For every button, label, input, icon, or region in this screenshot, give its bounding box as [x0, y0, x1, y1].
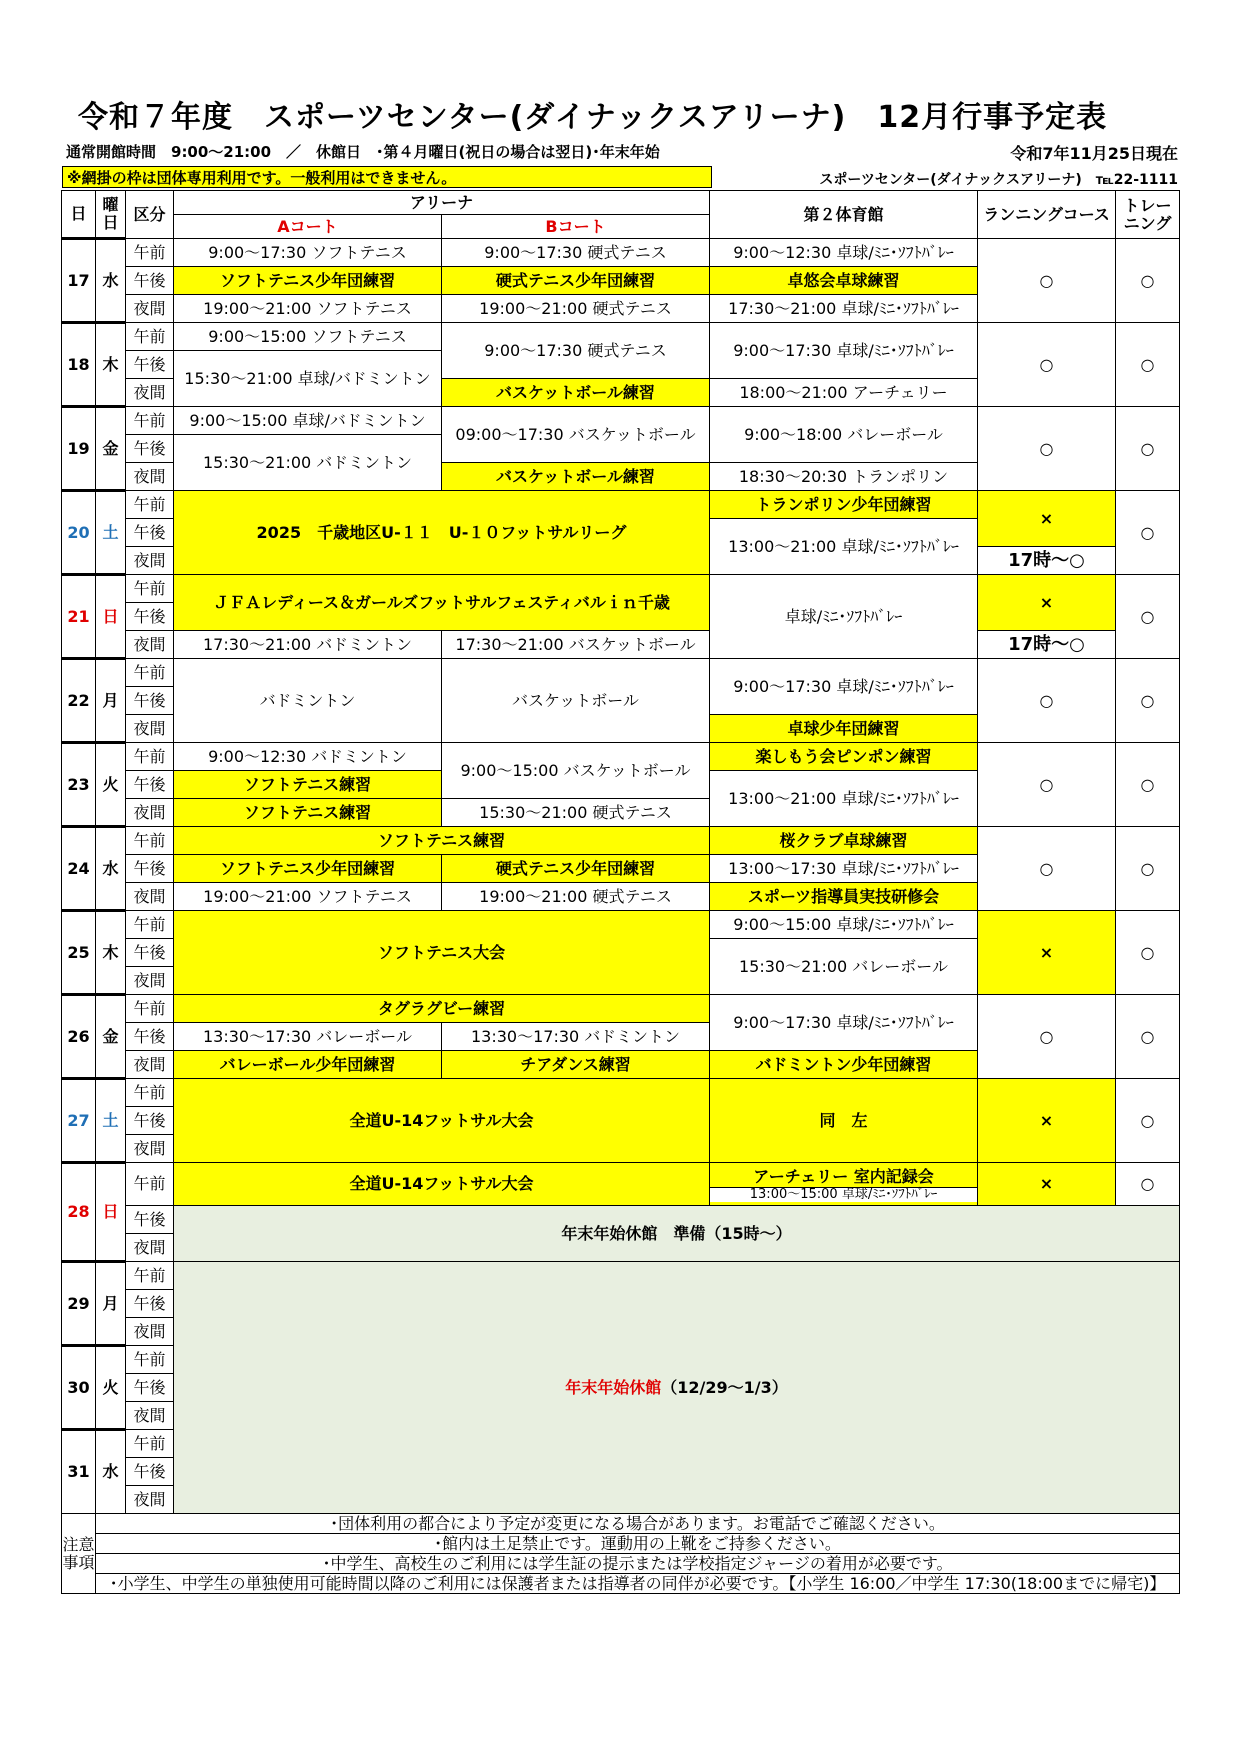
- header-running: ランニングコース: [978, 191, 1116, 239]
- slot-night: 夜間: [126, 1051, 174, 1079]
- slot-night: 夜間: [126, 1234, 174, 1262]
- slot-am: 午前: [126, 827, 174, 855]
- weekday: 土: [96, 491, 126, 575]
- gym2-cell: トランポリン少年団練習: [710, 491, 978, 519]
- year-end-closure: [174, 1262, 1180, 1514]
- day-number: 25: [62, 911, 96, 995]
- slot-pm: 午後: [126, 1107, 174, 1135]
- a-court-cell: 9:00～15:00 卓球/バドミントン: [174, 407, 442, 435]
- running-mark: ○: [978, 323, 1116, 407]
- gym2-cell: 18:30～20:30 トランポリン: [710, 463, 978, 491]
- training-mark: ○: [1116, 239, 1180, 323]
- slot-pm: 午後: [126, 1458, 174, 1486]
- gym2-cell: 9:00～17:30 卓球/ﾐﾆ･ｿﾌﾄﾊﾞﾚｰ: [710, 995, 978, 1051]
- running-mark: ○: [978, 827, 1116, 911]
- slot-pm: 午後: [126, 1374, 174, 1402]
- day-number: 24: [62, 827, 96, 911]
- slot-pm: 午後: [126, 519, 174, 547]
- b-court-cell: 15:30～21:00 硬式テニス: [442, 799, 710, 827]
- a-court-cell: 13:30～17:30 バレーボール: [174, 1023, 442, 1051]
- header-arena: アリーナ: [174, 191, 710, 215]
- b-court-cell: 9:00～17:30 硬式テニス: [442, 239, 710, 267]
- gym2-cell: スポーツ指導員実技研修会: [710, 883, 978, 911]
- arena-cell: 2025 千歳地区U-１１ U-１０フットサルリーグ: [174, 491, 710, 575]
- opening-hours: 通常開館時間 9:00～21:00 ／ 休館日 ･第４月曜日(祝日の場合は翌日)･年末年始: [66, 143, 660, 161]
- slot-pm: 午後: [126, 939, 174, 967]
- b-court-cell: 19:00～21:00 硬式テニス: [442, 883, 710, 911]
- header-gym2: 第２体育館: [710, 191, 978, 239]
- contact-info: スポーツセンター(ダイナックスアリーナ) ℡22-1111: [819, 172, 1178, 188]
- a-court-cell: 15:30～21:00 バドミントン: [174, 435, 442, 491]
- gym2-cell: 13:00～21:00 卓球/ﾐﾆ･ｿﾌﾄﾊﾞﾚｰ: [710, 519, 978, 575]
- b-court-cell: バスケットボール練習: [442, 379, 710, 407]
- slot-night: 夜間: [126, 883, 174, 911]
- slot-am: 午前: [126, 575, 174, 603]
- b-court-cell: チアダンス練習: [442, 1051, 710, 1079]
- slot-pm: 午後: [126, 1023, 174, 1051]
- b-court-cell: 硬式テニス少年団練習: [442, 855, 710, 883]
- day-number: 28: [62, 1163, 96, 1262]
- slot-am: 午前: [126, 995, 174, 1023]
- a-court-cell: ソフトテニス練習: [174, 771, 442, 799]
- a-court-cell: 9:00～15:00 ソフトテニス: [174, 323, 442, 351]
- weekday: 水: [96, 239, 126, 323]
- weekday: 水: [96, 1430, 126, 1514]
- slot-night: 夜間: [126, 715, 174, 743]
- weekday: 月: [96, 1262, 126, 1346]
- notice-banner: ※網掛の枠は団体専用利用です。一般利用はできません。: [62, 166, 712, 188]
- slot-am: 午前: [126, 1163, 174, 1206]
- slot-pm: 午後: [126, 435, 174, 463]
- header-a-court: Aコート: [174, 215, 442, 239]
- a-court-cell: バドミントン: [174, 659, 442, 743]
- day-number: 23: [62, 743, 96, 827]
- slot-am: 午前: [126, 1079, 174, 1107]
- gym2-cell: 9:00～17:30 卓球/ﾐﾆ･ｿﾌﾄﾊﾞﾚｰ: [710, 659, 978, 715]
- schedule-table: [61, 190, 1180, 1594]
- running-mark: ○: [978, 659, 1116, 743]
- slot-pm: 午後: [126, 351, 174, 379]
- header-training: トレーニング: [1116, 191, 1180, 239]
- gym2-cell: 同 左: [710, 1079, 978, 1163]
- weekday: 土: [96, 1079, 126, 1163]
- slot-night: 夜間: [126, 1486, 174, 1514]
- running-mark: ×: [978, 1163, 1116, 1206]
- slot-am: 午前: [126, 407, 174, 435]
- page-title: 令和７年度 スポーツセンター(ダイナックスアリーナ) 12月行事予定表: [78, 100, 1108, 135]
- gym2-cell: 17:30～21:00 卓球/ﾐﾆ･ｿﾌﾄﾊﾞﾚｰ: [710, 295, 978, 323]
- training-mark: ○: [1116, 743, 1180, 827]
- notes-heading: 注意事項: [62, 1514, 96, 1594]
- header-b-court: Bコート: [442, 215, 710, 239]
- gym2-cell: バドミントン少年団練習: [710, 1051, 978, 1079]
- gym2-cell: 桜クラブ卓球練習: [710, 827, 978, 855]
- slot-am: 午前: [126, 743, 174, 771]
- slot-night: 夜間: [126, 1135, 174, 1163]
- training-mark: ○: [1116, 1079, 1180, 1163]
- day-number: 30: [62, 1346, 96, 1430]
- weekday: 火: [96, 1346, 126, 1430]
- running-mark: ○: [978, 407, 1116, 491]
- day-number: 22: [62, 659, 96, 743]
- running-mark: 17時～○: [978, 631, 1116, 659]
- header-weekday: 曜日: [96, 191, 126, 239]
- arena-cell: ＪＦＡレディース＆ガールズフットサルフェスティバルｉｎ千歳: [174, 575, 710, 631]
- day-number: 31: [62, 1430, 96, 1514]
- a-court-cell: 17:30～21:00 バドミントン: [174, 631, 442, 659]
- running-mark: 17時～○: [978, 547, 1116, 575]
- b-court-cell: バスケットボール: [442, 659, 710, 743]
- b-court-cell: 9:00～15:00 バスケットボール: [442, 743, 710, 799]
- arena-cell: 全道U-14フットサル大会: [174, 1163, 710, 1206]
- note-item: ･小学生、中学生の単独使用可能時間以降のご利用には保護者または指導者の同伴が必要です。【小学生 16:00／中学生 17:30(18:00までに帰宅)】: [96, 1574, 1180, 1594]
- gym2-cell: 卓悠会卓球練習: [710, 267, 978, 295]
- slot-night: 夜間: [126, 967, 174, 995]
- gym2-cell: 卓球少年団練習: [710, 715, 978, 743]
- day-number: 20: [62, 491, 96, 575]
- slot-pm: 午後: [126, 771, 174, 799]
- day-number: 17: [62, 239, 96, 323]
- a-court-cell: ソフトテニス少年団練習: [174, 855, 442, 883]
- slot-pm: 午後: [126, 1206, 174, 1234]
- training-mark: ○: [1116, 1163, 1180, 1206]
- slot-am: 午前: [126, 1346, 174, 1374]
- running-mark: ○: [978, 239, 1116, 323]
- arena-cell: タグラグビー練習: [174, 995, 710, 1023]
- b-court-cell: 09:00～17:30 バスケットボール: [442, 407, 710, 463]
- training-mark: ○: [1116, 827, 1180, 911]
- note-item: ･中学生、高校生のご利用には学生証の提示または学校指定ジャージの着用が必要です。: [96, 1554, 1180, 1574]
- weekday: 日: [96, 575, 126, 659]
- slot-night: 夜間: [126, 295, 174, 323]
- header-day: 日: [62, 191, 96, 239]
- b-court-cell: 9:00～17:30 硬式テニス: [442, 323, 710, 379]
- a-court-cell: 9:00～12:30 バドミントン: [174, 743, 442, 771]
- slot-am: 午前: [126, 323, 174, 351]
- slot-night: 夜間: [126, 547, 174, 575]
- b-court-cell: 19:00～21:00 硬式テニス: [442, 295, 710, 323]
- weekday: 金: [96, 995, 126, 1079]
- gym2-cell: 13:00～21:00 卓球/ﾐﾆ･ｿﾌﾄﾊﾞﾚｰ: [710, 771, 978, 827]
- running-mark: ×: [978, 1079, 1116, 1163]
- arena-cell: ソフトテニス練習: [174, 827, 710, 855]
- slot-am: 午前: [126, 239, 174, 267]
- a-court-cell: 19:00～21:00 ソフトテニス: [174, 883, 442, 911]
- gym2-cell: 9:00～17:30 卓球/ﾐﾆ･ｿﾌﾄﾊﾞﾚｰ: [710, 323, 978, 379]
- weekday: 木: [96, 911, 126, 995]
- gym2-cell: 9:00～15:00 卓球/ﾐﾆ･ｿﾌﾄﾊﾞﾚｰ: [710, 911, 978, 939]
- running-mark: ×: [978, 911, 1116, 995]
- b-court-cell: 17:30～21:00 バスケットボール: [442, 631, 710, 659]
- slot-am: 午前: [126, 491, 174, 519]
- gym2-cell: 楽しもう会ピンポン練習: [710, 743, 978, 771]
- day-number: 19: [62, 407, 96, 491]
- running-mark: ○: [978, 743, 1116, 827]
- slot-pm: 午後: [126, 267, 174, 295]
- slot-am: 午前: [126, 1430, 174, 1458]
- gym2-cell: 9:00～12:30 卓球/ﾐﾆ･ｿﾌﾄﾊﾞﾚｰ: [710, 239, 978, 267]
- slot-night: 夜間: [126, 463, 174, 491]
- training-mark: ○: [1116, 491, 1180, 575]
- header-slot: 区分: [126, 191, 174, 239]
- gym2-cell: アーチェリー 室内記録会: [710, 1167, 977, 1188]
- b-court-cell: 13:30～17:30 バドミントン: [442, 1023, 710, 1051]
- training-mark: ○: [1116, 323, 1180, 407]
- weekday: 木: [96, 323, 126, 407]
- slot-pm: 午後: [126, 603, 174, 631]
- weekday: 日: [96, 1163, 126, 1262]
- a-court-cell: 9:00～17:30 ソフトテニス: [174, 239, 442, 267]
- slot-night: 夜間: [126, 631, 174, 659]
- a-court-cell: 19:00～21:00 ソフトテニス: [174, 295, 442, 323]
- training-mark: ○: [1116, 659, 1180, 743]
- weekday: 水: [96, 827, 126, 911]
- slot-am: 午前: [126, 659, 174, 687]
- as-of-date: 令和7年11月25日現在: [1010, 144, 1178, 163]
- slot-pm: 午後: [126, 1290, 174, 1318]
- gym2-cell: 13:00～15:00 卓球/ﾐﾆ･ｿﾌﾄﾊﾞﾚｰ: [710, 1188, 977, 1202]
- closure-dates: （12/29～1/3）: [661, 1377, 788, 1397]
- a-court-cell: ソフトテニス少年団練習: [174, 267, 442, 295]
- weekday: 金: [96, 407, 126, 491]
- slot-pm: 午後: [126, 855, 174, 883]
- arena-cell: ソフトテニス大会: [174, 911, 710, 995]
- day-number: 29: [62, 1262, 96, 1346]
- gym2-cell: 卓球/ﾐﾆ･ｿﾌﾄﾊﾞﾚｰ: [710, 575, 978, 659]
- training-mark: ○: [1116, 407, 1180, 491]
- slot-am: 午前: [126, 911, 174, 939]
- training-mark: ○: [1116, 575, 1180, 659]
- gym2-cell: 13:00～17:30 卓球/ﾐﾆ･ｿﾌﾄﾊﾞﾚｰ: [710, 855, 978, 883]
- day-number: 21: [62, 575, 96, 659]
- a-court-cell: ソフトテニス練習: [174, 799, 442, 827]
- slot-night: 夜間: [126, 1318, 174, 1346]
- training-mark: ○: [1116, 995, 1180, 1079]
- weekday: 火: [96, 743, 126, 827]
- slot-pm: 午後: [126, 687, 174, 715]
- gym2-cell: 9:00～18:00 バレーボール: [710, 407, 978, 463]
- running-mark: ×: [978, 575, 1116, 631]
- a-court-cell: バレーボール少年団練習: [174, 1051, 442, 1079]
- gym2-cell: 18:00～21:00 アーチェリー: [710, 379, 978, 407]
- weekday: 月: [96, 659, 126, 743]
- note-item: ･団体利用の都合により予定が変更になる場合があります。お電話でご確認ください。: [96, 1514, 1180, 1534]
- gym2-cell: 15:30～21:00 バレーボール: [710, 939, 978, 995]
- slot-night: 夜間: [126, 799, 174, 827]
- slot-night: 夜間: [126, 1402, 174, 1430]
- b-court-cell: バスケットボール練習: [442, 463, 710, 491]
- slot-night: 夜間: [126, 379, 174, 407]
- year-end-prep: 年末年始休館 準備（15時～）: [174, 1206, 1180, 1262]
- day-number: 18: [62, 323, 96, 407]
- b-court-cell: 硬式テニス少年団練習: [442, 267, 710, 295]
- note-item: ･館内は土足禁止です。運動用の上靴をご持参ください。: [96, 1534, 1180, 1554]
- closure-label: 年末年始休館: [565, 1377, 662, 1397]
- running-mark: ○: [978, 995, 1116, 1079]
- slot-am: 午前: [126, 1262, 174, 1290]
- a-court-cell: 15:30～21:00 卓球/バドミントン: [174, 351, 442, 407]
- running-mark: ×: [978, 491, 1116, 547]
- training-mark: ○: [1116, 911, 1180, 995]
- day-number: 26: [62, 995, 96, 1079]
- arena-cell: 全道U-14フットサル大会: [174, 1079, 710, 1163]
- day-number: 27: [62, 1079, 96, 1163]
